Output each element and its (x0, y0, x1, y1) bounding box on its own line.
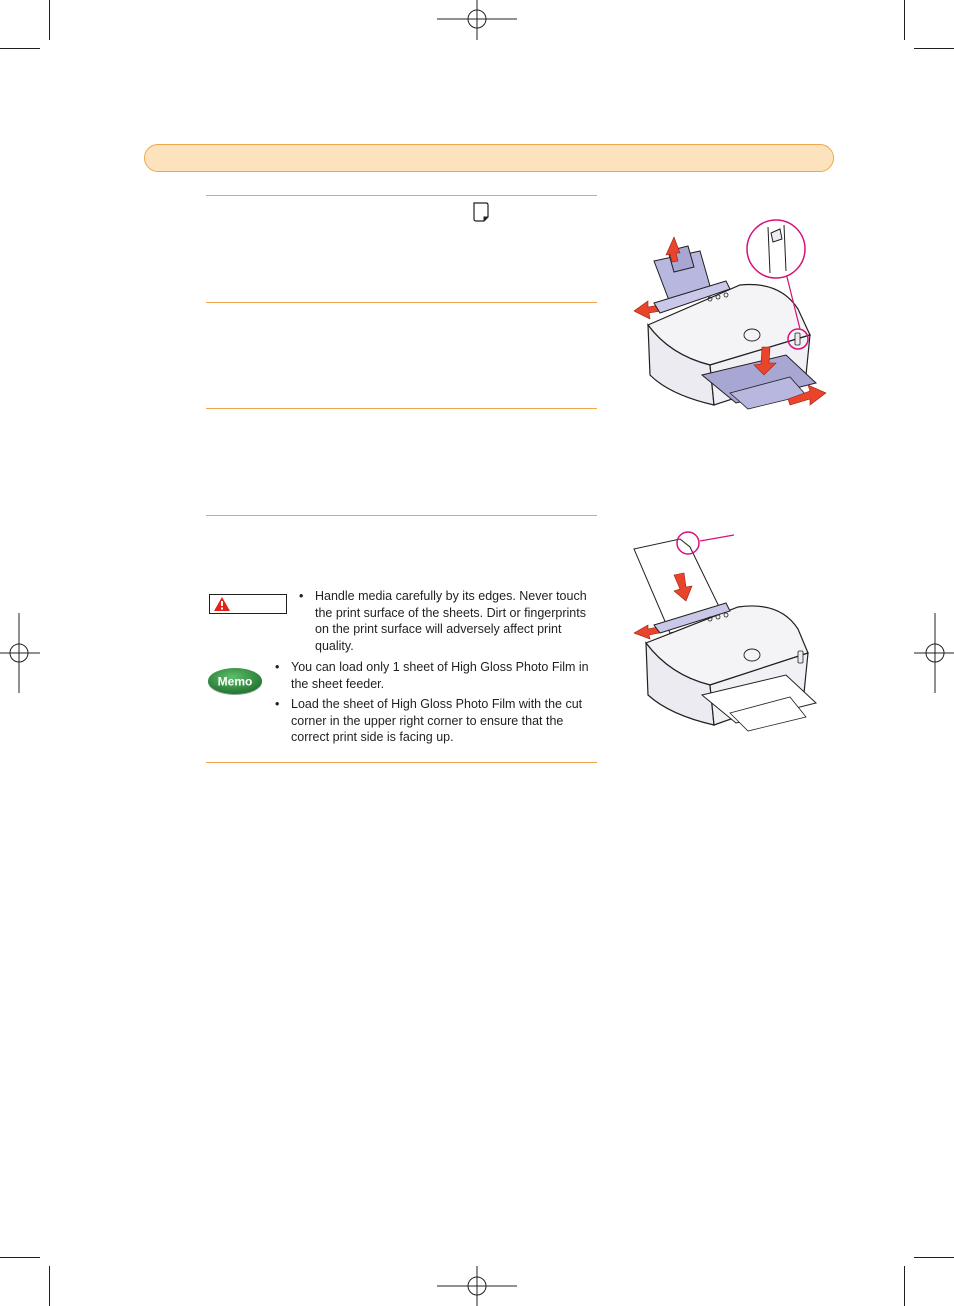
memo-notes (275, 659, 595, 750)
crop-mark (904, 0, 905, 40)
crop-mark (49, 0, 50, 40)
crop-mark (904, 1266, 905, 1306)
crop-mark (0, 1257, 40, 1258)
registration-mark-top (437, 0, 517, 40)
step-divider (206, 195, 597, 196)
printer-load-sheet-illustration (630, 525, 830, 735)
registration-mark-left (0, 613, 40, 693)
memo-note-item: • You can load only 1 sheet of High Gloss Photo Film in the sheet feeder. (275, 659, 595, 692)
printer-setup-illustration (630, 215, 830, 415)
memo-note-item: • Load the sheet of High Gloss Photo Film with the cut corner in the upper right corner to ensure that the correct print side is facing up. (275, 696, 595, 746)
caution-notes (299, 588, 595, 658)
memo-label: Memo (217, 674, 253, 689)
caution-badge (209, 594, 287, 614)
memo-badge (207, 666, 263, 696)
caution-note-item: • Handle media carefully by its edges. Never touch the print surface of the sheets. Dirt or fingerprints on the print surface will adversely affect print quality. (299, 588, 595, 654)
crop-mark (0, 48, 40, 49)
registration-mark-bottom (437, 1266, 517, 1306)
registration-mark-right (914, 613, 954, 693)
crop-mark (49, 1266, 50, 1306)
step-divider (206, 515, 597, 516)
warning-triangle-icon (214, 597, 230, 611)
crop-mark (914, 48, 954, 49)
crop-mark (914, 1257, 954, 1258)
step-divider (206, 762, 597, 763)
step-divider (206, 408, 597, 409)
step-divider (206, 302, 597, 303)
section-header-bar (144, 144, 834, 172)
media-sheet-icon (472, 202, 490, 222)
